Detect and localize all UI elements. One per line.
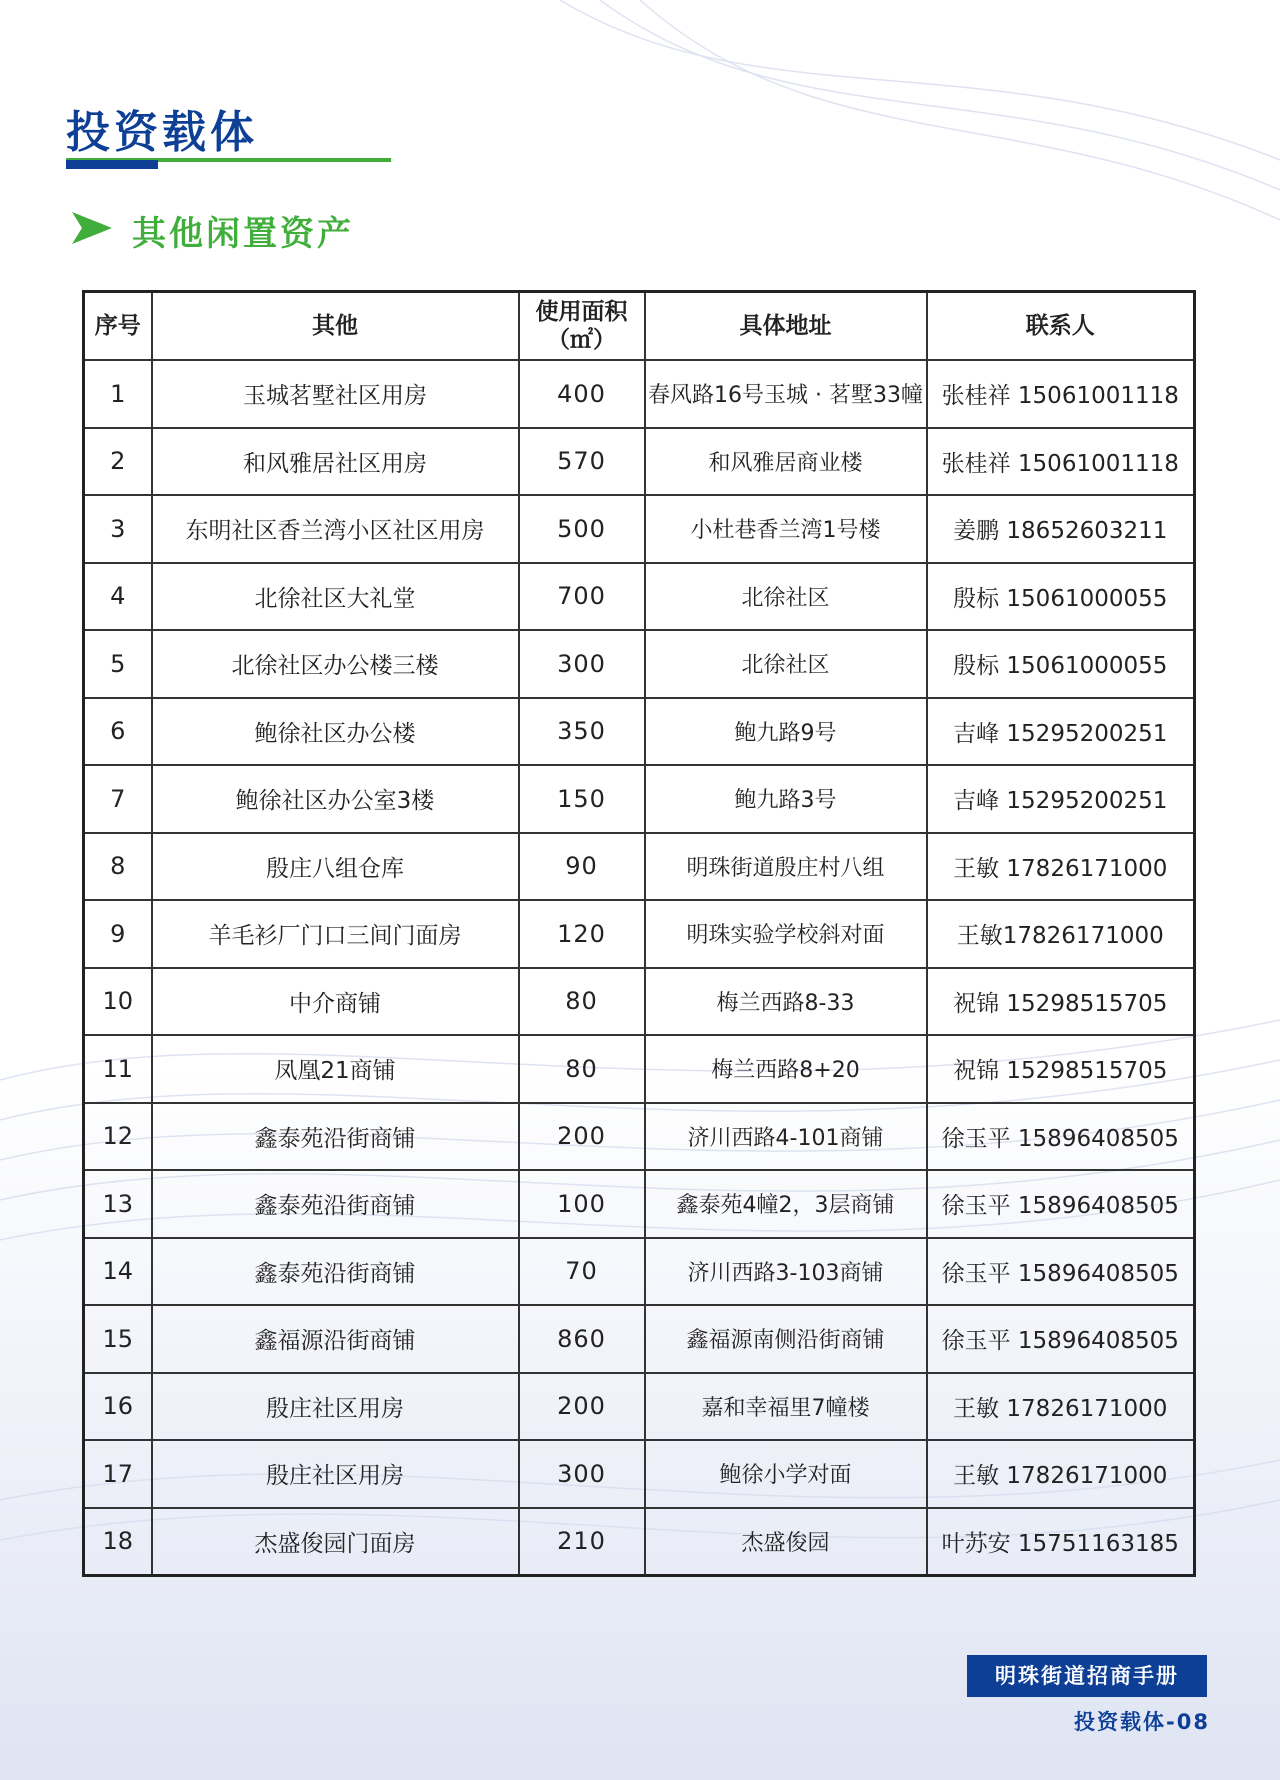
green-arrow-icon: [70, 210, 114, 246]
row-address-cell: 小杜巷香兰湾1号楼: [645, 495, 927, 563]
row-name-cell: 北徐社区大礼堂: [152, 563, 519, 631]
row-index-cell: 5: [84, 630, 152, 698]
row-index-cell: 2: [84, 428, 152, 496]
row-contact-cell: 张桂祥 15061001118: [927, 428, 1195, 496]
row-area-cell: 210: [519, 1508, 645, 1576]
row-name-cell: 凤凰21商铺: [152, 1035, 519, 1103]
row-contact-cell: 徐玉平 15896408505: [927, 1103, 1195, 1171]
row-area-cell: 860: [519, 1305, 645, 1373]
table-row: [84, 563, 1195, 631]
section-title: 其他闲置资产: [132, 214, 354, 254]
row-index-cell: 13: [84, 1170, 152, 1238]
row-index-cell: 18: [84, 1508, 152, 1576]
row-contact-cell: 徐玉平 15896408505: [927, 1238, 1195, 1306]
row-index-cell: 17: [84, 1440, 152, 1508]
row-contact-cell: 叶苏安 15751163185: [927, 1508, 1195, 1576]
row-index-cell: 1: [84, 360, 152, 428]
table-row: [84, 1305, 1195, 1373]
title-underline-blue: [66, 160, 158, 169]
row-address-cell: 和风雅居商业楼: [645, 428, 927, 496]
row-name-cell: 鲍徐社区办公室3楼: [152, 765, 519, 833]
row-name-cell: 殷庄社区用房: [152, 1373, 519, 1441]
row-index-cell: 6: [84, 698, 152, 766]
row-address-cell: 北徐社区: [645, 630, 927, 698]
table-row: [84, 765, 1195, 833]
row-name-cell: 鑫泰苑沿街商铺: [152, 1103, 519, 1171]
row-address-cell: 鲍九路3号: [645, 765, 927, 833]
table-row: [84, 495, 1195, 563]
row-address-cell: 嘉和幸福里7幢楼: [645, 1373, 927, 1441]
row-address-cell: 鲍徐小学对面: [645, 1440, 927, 1508]
row-address-cell: 明珠实验学校斜对面: [645, 900, 927, 968]
table-row: [84, 1035, 1195, 1103]
row-index-cell: 4: [84, 563, 152, 631]
row-name-cell: 殷庄八组仓库: [152, 833, 519, 901]
row-name-cell: 东明社区香兰湾小区社区用房: [152, 495, 519, 563]
row-area-cell: 300: [519, 1440, 645, 1508]
handbook-badge: 明珠街道招商手册: [967, 1655, 1207, 1697]
table-row: [84, 428, 1195, 496]
row-contact-cell: 殷标 15061000055: [927, 630, 1195, 698]
row-name-cell: 鲍徐社区办公楼: [152, 698, 519, 766]
row-index-cell: 15: [84, 1305, 152, 1373]
row-index-cell: 14: [84, 1238, 152, 1306]
row-area-cell: 200: [519, 1103, 645, 1171]
row-index-cell: 16: [84, 1373, 152, 1441]
row-contact-cell: 殷标 15061000055: [927, 563, 1195, 631]
table-row: [84, 1373, 1195, 1441]
row-address-cell: 济川西路3-103商铺: [645, 1238, 927, 1306]
table-header-row: [84, 292, 1195, 361]
row-contact-cell: 吉峰 15295200251: [927, 765, 1195, 833]
row-area-cell: 200: [519, 1373, 645, 1441]
row-name-cell: 北徐社区办公楼三楼: [152, 630, 519, 698]
row-contact-cell: 祝锦 15298515705: [927, 968, 1195, 1036]
row-address-cell: 济川西路4-101商铺: [645, 1103, 927, 1171]
row-address-cell: 梅兰西路8+20: [645, 1035, 927, 1103]
row-area-cell: 350: [519, 698, 645, 766]
header-address: 具体地址: [645, 292, 927, 361]
table-row: [84, 833, 1195, 901]
table-row: [84, 968, 1195, 1036]
table-row: [84, 698, 1195, 766]
table-row: [84, 360, 1195, 428]
row-address-cell: 春风路16号玉城 · 茗墅33幢: [645, 360, 927, 428]
table-row: [84, 1238, 1195, 1306]
row-area-cell: 120: [519, 900, 645, 968]
table-row: [84, 900, 1195, 968]
row-area-cell: 150: [519, 765, 645, 833]
header-index: 序号: [84, 292, 152, 361]
row-contact-cell: 王敏17826171000: [927, 900, 1195, 968]
row-area-cell: 570: [519, 428, 645, 496]
page-number-label: 投资载体-08: [1074, 1710, 1210, 1734]
row-name-cell: 鑫泰苑沿街商铺: [152, 1170, 519, 1238]
row-address-cell: 鑫福源南侧沿街商铺: [645, 1305, 927, 1373]
table-row: [84, 1508, 1195, 1576]
row-area-cell: 700: [519, 563, 645, 631]
header-contact: 联系人: [927, 292, 1195, 361]
header-name: 其他: [152, 292, 519, 361]
row-index-cell: 9: [84, 900, 152, 968]
row-address-cell: 鲍九路9号: [645, 698, 927, 766]
row-contact-cell: 吉峰 15295200251: [927, 698, 1195, 766]
row-contact-cell: 祝锦 15298515705: [927, 1035, 1195, 1103]
row-contact-cell: 王敏 17826171000: [927, 833, 1195, 901]
assets-table-wrapper: [82, 290, 1196, 1577]
row-area-cell: 80: [519, 968, 645, 1036]
header-area-label: 使用面积: [535, 299, 628, 325]
table-row: [84, 1170, 1195, 1238]
row-address-cell: 明珠街道殷庄村八组: [645, 833, 927, 901]
row-name-cell: 殷庄社区用房: [152, 1440, 519, 1508]
row-name-cell: 鑫泰苑沿街商铺: [152, 1238, 519, 1306]
row-area-cell: 70: [519, 1238, 645, 1306]
assets-table: [82, 290, 1196, 1577]
row-address-cell: 北徐社区: [645, 563, 927, 631]
table-row: [84, 630, 1195, 698]
row-name-cell: 杰盛俊园门面房: [152, 1508, 519, 1576]
row-index-cell: 10: [84, 968, 152, 1036]
row-name-cell: 和风雅居社区用房: [152, 428, 519, 496]
row-address-cell: 鑫泰苑4幢2，3层商铺: [645, 1170, 927, 1238]
row-address-cell: 梅兰西路8-33: [645, 968, 927, 1036]
page-title: 投资载体: [66, 107, 258, 158]
row-area-cell: 90: [519, 833, 645, 901]
row-index-cell: 3: [84, 495, 152, 563]
row-index-cell: 7: [84, 765, 152, 833]
row-area-cell: 300: [519, 630, 645, 698]
table-row: [84, 1103, 1195, 1171]
header-area: [519, 292, 645, 361]
row-area-cell: 100: [519, 1170, 645, 1238]
table-row: [84, 1440, 1195, 1508]
row-contact-cell: 王敏 17826171000: [927, 1373, 1195, 1441]
row-index-cell: 12: [84, 1103, 152, 1171]
row-name-cell: 中介商铺: [152, 968, 519, 1036]
header-area-unit: （㎡）: [547, 327, 616, 353]
row-name-cell: 鑫福源沿街商铺: [152, 1305, 519, 1373]
row-contact-cell: 徐玉平 15896408505: [927, 1170, 1195, 1238]
table-body: [84, 360, 1195, 1576]
row-index-cell: 8: [84, 833, 152, 901]
row-contact-cell: 张桂祥 15061001118: [927, 360, 1195, 428]
row-area-cell: 80: [519, 1035, 645, 1103]
row-address-cell: 杰盛俊园: [645, 1508, 927, 1576]
row-area-cell: 500: [519, 495, 645, 563]
row-contact-cell: 徐玉平 15896408505: [927, 1305, 1195, 1373]
row-contact-cell: 姜鹏 18652603211: [927, 495, 1195, 563]
row-index-cell: 11: [84, 1035, 152, 1103]
row-contact-cell: 王敏 17826171000: [927, 1440, 1195, 1508]
row-name-cell: 羊毛衫厂门口三间门面房: [152, 900, 519, 968]
row-name-cell: 玉城茗墅社区用房: [152, 360, 519, 428]
row-area-cell: 400: [519, 360, 645, 428]
